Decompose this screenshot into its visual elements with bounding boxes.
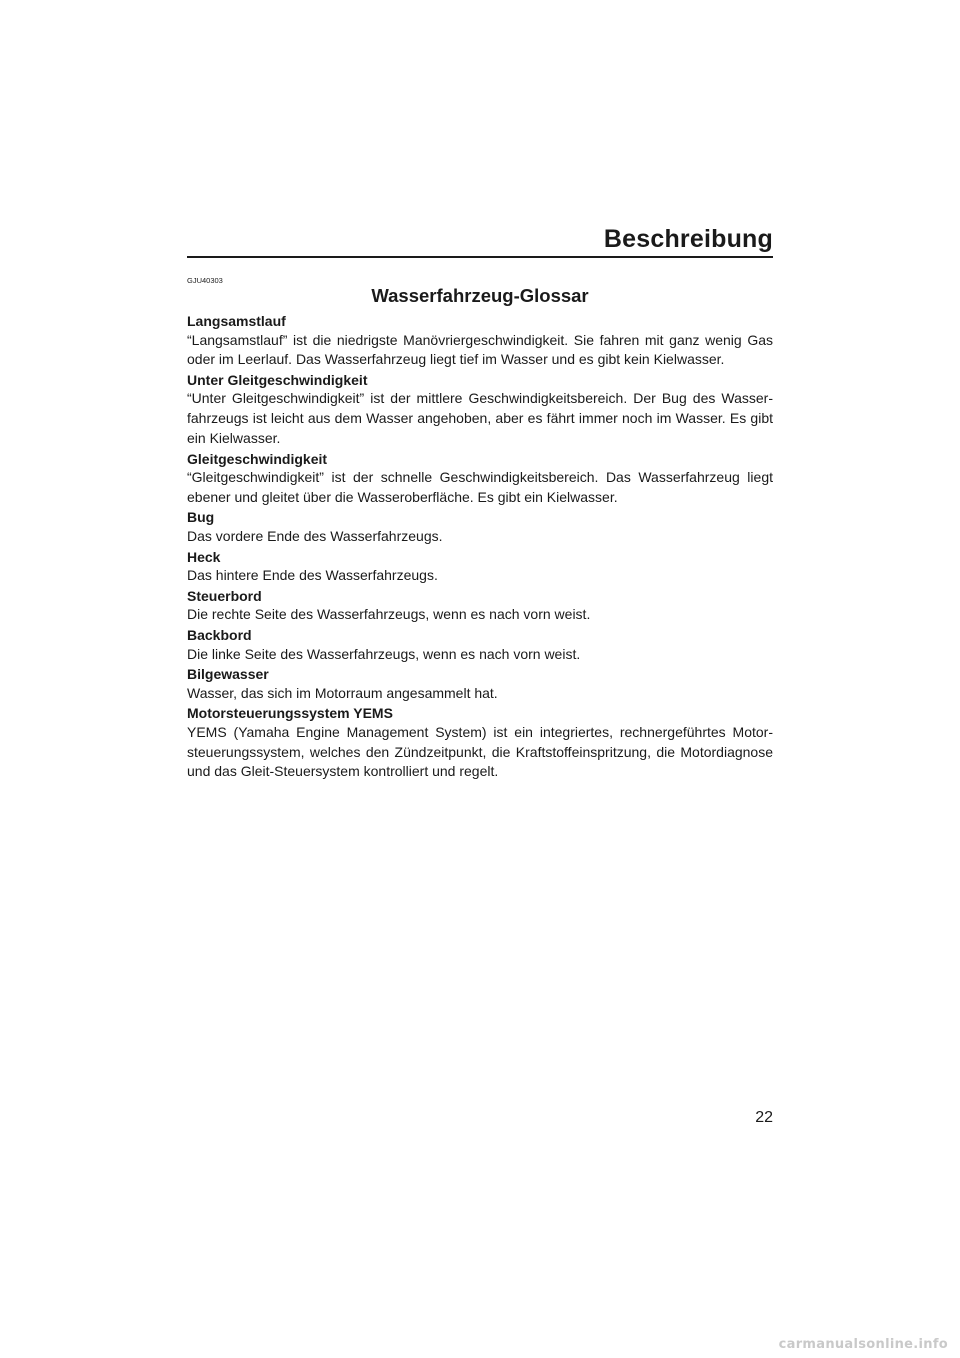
glossary-definition: YEMS (Yamaha Engine Management System) ist ein integriertes, rechnergeführtes Motor-steuerungssystem, welches den Zündzeitpunkt, die Kraftstoffeinspritzung, die Motordiagnose und das Gleit-Steuersystem kontrolliert und regelt. [187,723,773,780]
glossary-term: Backbord [187,627,252,644]
glossary-entry-gleitgeschwindigkeit [187,450,773,509]
glossary-term: Motorsteuerungssystem YEMS [187,705,393,722]
glossary-entry-steuerbord [187,587,773,626]
glossary-definition: Die rechte Seite des Wasserfahrzeugs, wenn es nach vorn weist. [187,606,591,623]
glossary-entry-bilgewasser [187,665,773,704]
glossary-definition: Das vordere Ende des Wasserfahrzeugs. [187,527,443,544]
header-rule [187,256,773,258]
glossary-definition: “Unter Gleitgeschwindigkeit” ist der mittlere Geschwindigkeitsbereich. Der Bug des Wasser-fahrzeugs ist leicht aus dem Wasser angehoben, aber es fährt immer noch im Wasser. Es gibt ein Kielwasser. [187,390,773,446]
glossary-term: Gleitgeschwindigkeit [187,450,328,467]
section-heading: Beschreibung [603,225,773,253]
glossary-definition: Die linke Seite des Wasserfahrzeugs, wenn es nach vorn weist. [187,645,581,662]
glossary-term: Unter Gleitgeschwindigkeit [187,371,368,388]
glossary-definition: “Gleitgeschwindigkeit” ist der schnelle Geschwindigkeitsbereich. Das Wasserfahrzeug liegt ebener und gleitet über die Wasseroberfläche. Es gibt ein Kielwasser. [187,469,773,505]
glossary-entry-backbord [187,626,773,665]
glossary-definition: Das hintere Ende des Wasserfahrzeugs. [187,567,438,584]
glossary-term: Langsamstlauf [187,313,286,329]
site-watermark: carmanualsonline.info [778,1337,948,1352]
page-header [187,222,773,256]
page-content [187,276,773,783]
reference-code: GJU40303 [187,276,223,285]
glossary-term: Bilgewasser [187,666,269,683]
glossary-term: Steuerbord [187,587,262,604]
glossary-entry-yems [187,704,773,783]
page-number: 22 [755,1109,773,1126]
glossary-term: Heck [187,548,221,565]
glossary-entry-bug [187,508,773,547]
glossary-definition: Wasser, das sich im Motorraum angesammelt hat. [187,684,498,701]
glossary-entry-unter-gleitgeschwindigkeit [187,371,773,450]
glossary-entry-langsamstlauf [187,312,773,371]
glossary-title: Wasserfahrzeug-Glossar [371,285,589,306]
glossary-definition: “Langsamstlauf” ist die niedrigste Manövriergeschwindigkeit. Sie fahren mit ganz wenig Gas oder im Leerlauf. Das Wasserfahrzeug liegt tief im Wasser und es gibt kein Kielwasser. [187,331,773,368]
glossary-entry-heck [187,548,773,587]
glossary-term: Bug [187,509,215,526]
